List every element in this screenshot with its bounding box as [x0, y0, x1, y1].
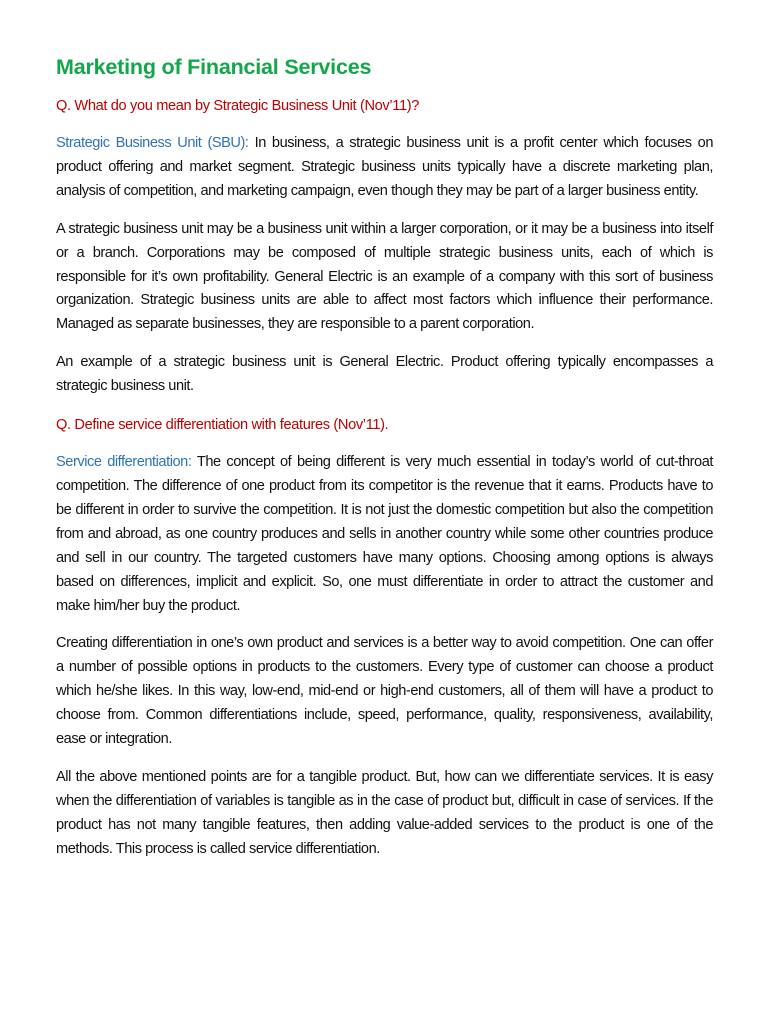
section-sbu: [56, 94, 713, 399]
section-service-differentiation: [56, 413, 713, 862]
document-page: [56, 52, 713, 876]
question-heading: Q. Define service differentiation with features (Nov’11).: [56, 417, 389, 434]
paragraph: All the above mentioned points are for a tangible product. But, how can we differentiate services. It is easy when the differentiation of variables is tangible as in the case of product but, difficult in case of services. If the product has not many tangible features, then adding value-added services to the product is one of the methods. This process is called service differentiation.: [56, 768, 713, 857]
paragraph-text: In business, a strategic business unit is a profit center which focuses on product offering and market segment. Strategic business units typically have a discrete marketing plan, analysis of competition, and marketing campaign, even though they may be part of a larger business entity.: [56, 135, 713, 199]
term-label: Strategic Business Unit (SBU):: [56, 135, 249, 151]
question-heading: Q. What do you mean by Strategic Business Unit (Nov’11)?: [56, 98, 419, 114]
paragraph: A strategic business unit may be a business unit within a larger corporation, or it may be a business into itself or a branch. Corporations may be composed of multiple strategic business units, each of which is responsible for it’s own profitability. General Electric is an example of a company with this sort of business organization. Strategic business units are able to affect most factors which influence their performance. Managed as separate businesses, they are responsible to a parent corporation.: [56, 220, 713, 333]
paragraph: Creating differentiation in one’s own product and services is a better way to avoid competition. One can offer a number of possible options in products to the customers. Every type of customer can choose a product which he/she likes. In this way, low-end, mid-end or high-end customers, all of them will have a product to choose from. Common differentiations include, speed, performance, quality, responsiveness, availability, ease or integration.: [56, 635, 713, 748]
term-label: Service differentiation:: [56, 454, 192, 471]
paragraph: [56, 451, 713, 618]
document-title: Marketing of Financial Services: [56, 55, 372, 79]
paragraph: An example of a strategic business unit is General Electric. Product offering typically encompasses a strategic business unit.: [56, 354, 713, 395]
paragraph: [56, 132, 713, 204]
paragraph-text: The concept of being different is very much essential in today’s world of cut-throat competition. The difference of one product from its competitor is the revenue that it earns. Products have to be different in order to survive the competition. It is not just the domestic competition but also the competition from and abroad, as one country produces and sells in another country while some other countries produce and sell in our country. The targeted customers have many options. Choosing among options is always based on differences, implicit and explicit. So, one must differentiate in order to attract the customer and make him/her buy the product.: [56, 454, 713, 614]
